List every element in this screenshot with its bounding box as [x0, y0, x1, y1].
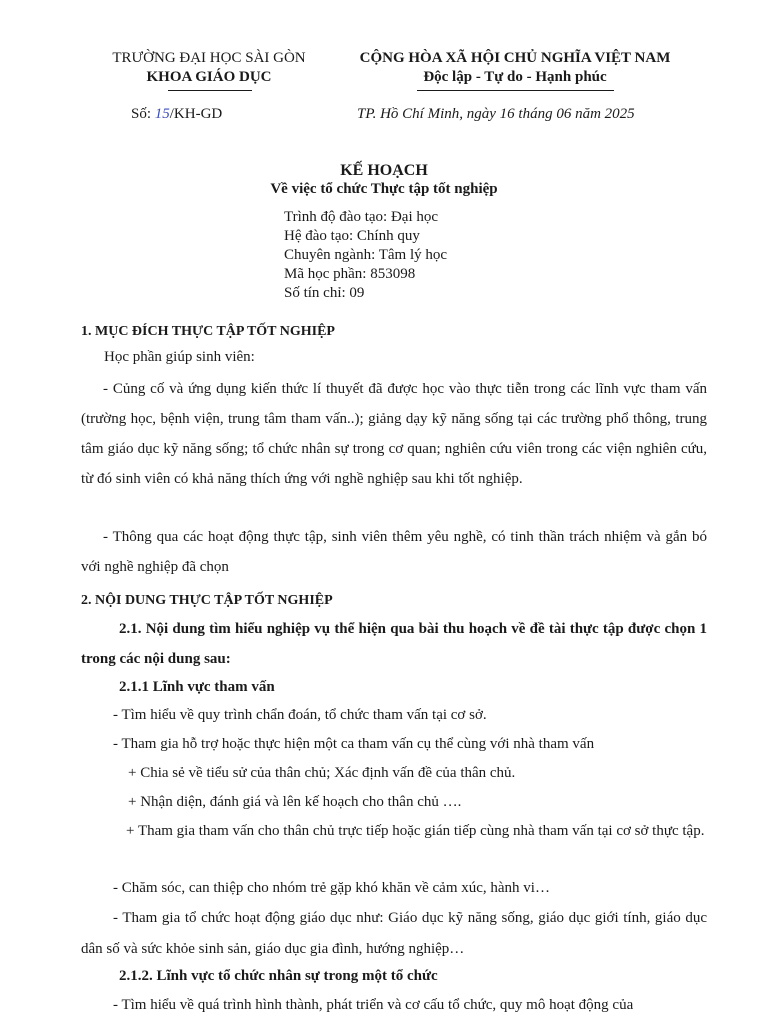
section1-bullet: - Củng cố và ứng dụng kiến thức lí thuyết đã được học vào thực tiễn trong các lĩnh vực tham vấn (trường học, bệnh viện, trung tâm tham vấn..); giảng dạy kỹ năng sống tại các trường phổ thông, trung tâm giáo dục kỹ năng sống; tổ chức nhân sự trong cơ quan; nghiên cứu viên trong các viện nghiên cứu, từ đó sinh viên có khả năng thích ứng với nghề nghiệp sau khi tốt nghiệp. — [81, 381, 707, 487]
university-name: TRƯỜNG ĐẠI HỌC SÀI GÒN — [112, 50, 306, 66]
info-line: Chuyên ngành: Tâm lý học — [284, 247, 448, 263]
list-item: + Nhận diện, đánh giá và lên kế hoạch cho thân chủ …. — [128, 794, 462, 810]
subsection-2-1: 2.1. Nội dung tìm hiểu nghiệp vụ thể hiện qua bài thu hoạch về đề tài thực tập được chọn 1 trong các nội dung sau: — [81, 621, 707, 667]
section2-heading: 2. NỘI DUNG THỰC TẬP TỐT NGHIỆP — [81, 593, 333, 608]
motto-underline — [417, 90, 614, 91]
list-item: + Chia sẻ về tiểu sử của thân chủ; Xác định vấn đề của thân chủ. — [128, 765, 516, 781]
list-item: - Tham gia tổ chức hoạt động giáo dục như: Giáo dục kỹ năng sống, giáo dục giới tính, giáo dục dân số và sức khỏe sinh sản, giáo dục gia đình, hướng nghiệp… — [81, 910, 707, 957]
list-item: - Tham gia hỗ trợ hoặc thực hiện một ca tham vấn cụ thể cùng với nhà tham vấn — [113, 736, 595, 752]
place-date: TP. Hồ Chí Minh, ngày 16 tháng 06 năm 2025 — [357, 106, 635, 122]
document-subtitle: Về việc tổ chức Thực tập tốt nghiệp — [270, 181, 498, 197]
info-line: Số tín chỉ: 09 — [284, 285, 365, 301]
national-motto: Độc lập - Tự do - Hạnh phúc — [423, 69, 607, 85]
document-title: KẾ HOẠCH — [340, 162, 428, 179]
list-item: - Chăm sóc, can thiệp cho nhóm trẻ gặp khó khăn về cảm xúc, hành vi… — [113, 880, 550, 896]
info-line: Hệ đào tạo: Chính quy — [284, 228, 420, 244]
list-item: + Tham gia tham vấn cho thân chủ trực tiếp hoặc gián tiếp cùng nhà tham vấn tại cơ sở thực tập. — [126, 823, 705, 839]
section1-heading: 1. MỤC ĐÍCH THỰC TẬP TỐT NGHIỆP — [81, 324, 335, 339]
list-item: - Tìm hiểu về quá trình hình thành, phát triển và cơ cấu tổ chức, quy mô hoạt động của — [113, 997, 634, 1013]
section1-intro: Học phần giúp sinh viên: — [104, 349, 255, 365]
section1-bullet: - Thông qua các hoạt động thực tập, sinh viên thêm yêu nghề, có tinh thần trách nhiệm và gắn bó với nghề nghiệp đã chọn — [81, 529, 707, 575]
subsection-2-1-1: 2.1.1 Lĩnh vực tham vấn — [119, 679, 275, 695]
handwritten-number: 15 — [154, 106, 170, 122]
faculty-underline — [168, 90, 252, 91]
document-number: Số: 15/KH-GD — [131, 106, 223, 122]
info-line: Mã học phần: 853098 — [284, 266, 416, 282]
subsection-2-1-2: 2.1.2. Lĩnh vực tổ chức nhân sự trong một tổ chức — [119, 968, 438, 984]
republic-title: CỘNG HÒA XÃ HỘI CHỦ NGHĨA VIỆT NAM — [359, 50, 671, 66]
list-item: - Tìm hiểu về quy trình chẩn đoán, tổ chức tham vấn tại cơ sở. — [113, 707, 487, 723]
faculty-name: KHOA GIÁO DỤC — [146, 69, 272, 85]
info-line: Trình độ đào tạo: Đại học — [284, 209, 439, 225]
